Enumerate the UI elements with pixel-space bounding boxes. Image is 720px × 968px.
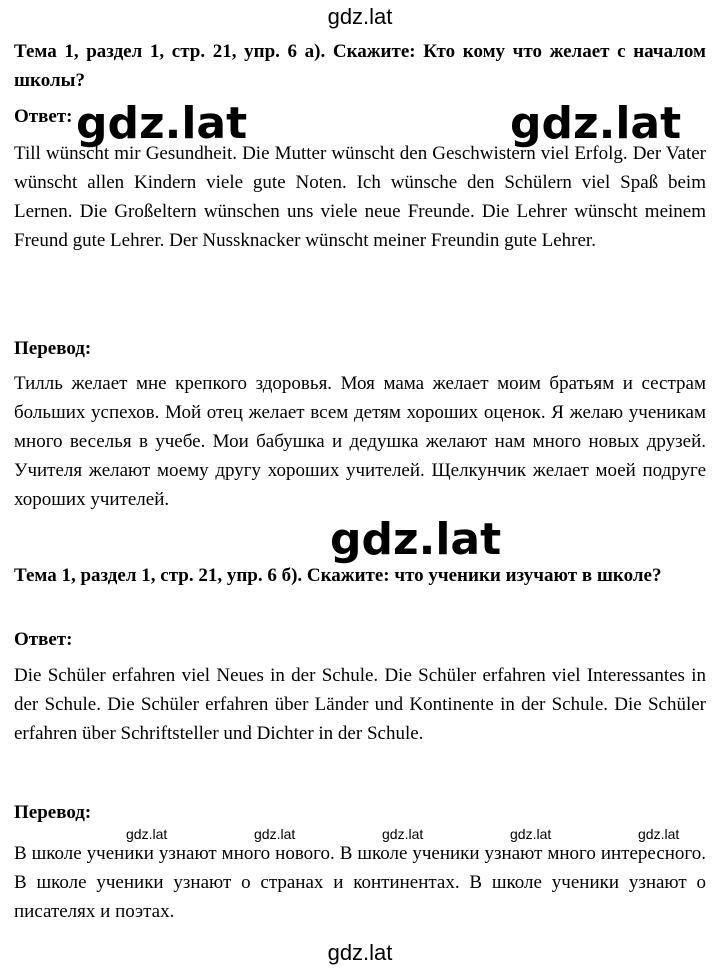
section1-heading: Тема 1, раздел 1, стр. 21, упр. 6 а). Скажите: Кто кому что желает с началом школы? (14, 41, 706, 91)
watermark-large-right: gdz.lat (510, 98, 682, 149)
section1-translation-label: Перевод: (14, 338, 92, 359)
watermark-bottom: gdz.lat (327, 940, 393, 965)
watermark-small-3: gdz.lat (382, 826, 424, 842)
section2-answer-text: Die Schüler erfahren viel Neues in der Schule. Die Schüler erfahren viel Interessantes in der Schule. Die Schüler erfahren über Länder und Kontinente in der Schule. Die Schüler erfahren über Schriftsteller und Dichter in der Schule. (14, 665, 706, 744)
section1-answer-text: Till wünscht mir Gesundheit. Die Mutter wünscht den Geschwistern viel Erfolg. Der Vater wünscht allen Kindern viele gute Noten. Ich wünsche den Schülern viel Spaß beim Lernen. Die Großeltern wünschen uns viele neue Freunde. Die Lehrer wünscht meinem Freund gute Lehrer. Der Nussknacker wünscht meiner Freundin gute Lehrer. (14, 143, 706, 251)
watermark-small-5: gdz.lat (638, 826, 680, 842)
watermark-large-center: gdz.lat (330, 514, 502, 565)
watermark-small-4: gdz.lat (510, 826, 552, 842)
watermark-top: gdz.lat (327, 4, 393, 29)
watermark-large-left: gdz.lat (76, 98, 248, 149)
section1-answer-label: Ответ: (14, 106, 73, 127)
watermark-small-2: gdz.lat (254, 826, 296, 842)
section2-answer-label: Ответ: (14, 629, 73, 650)
section2-translation-label: Перевод: (14, 802, 92, 823)
section2-heading: Тема 1, раздел 1, стр. 21, упр. 6 б). Скажите: что ученики изучают в школе? (14, 565, 662, 586)
watermark-small-1: gdz.lat (126, 826, 168, 842)
section1-translation-text: Тилль желает мне крепкого здоровья. Моя мама желает моим братьям и сестрам больших успехов. Мой отец желает всем детям хороших оценок. Я желаю ученикам много веселья в учебе. Мои бабушка и дедушка желают нам много новых друзей. Учителя желают моему другу хороших учителей. Щелкунчик желает моей подруге хороших учителей. (14, 373, 706, 510)
section2-translation-text: В школе ученики узнают много нового. В школе ученики узнают много интересного. В школе ученики узнают о странах и континентах. В школе ученики узнают о писателях и поэтах. (14, 843, 706, 922)
